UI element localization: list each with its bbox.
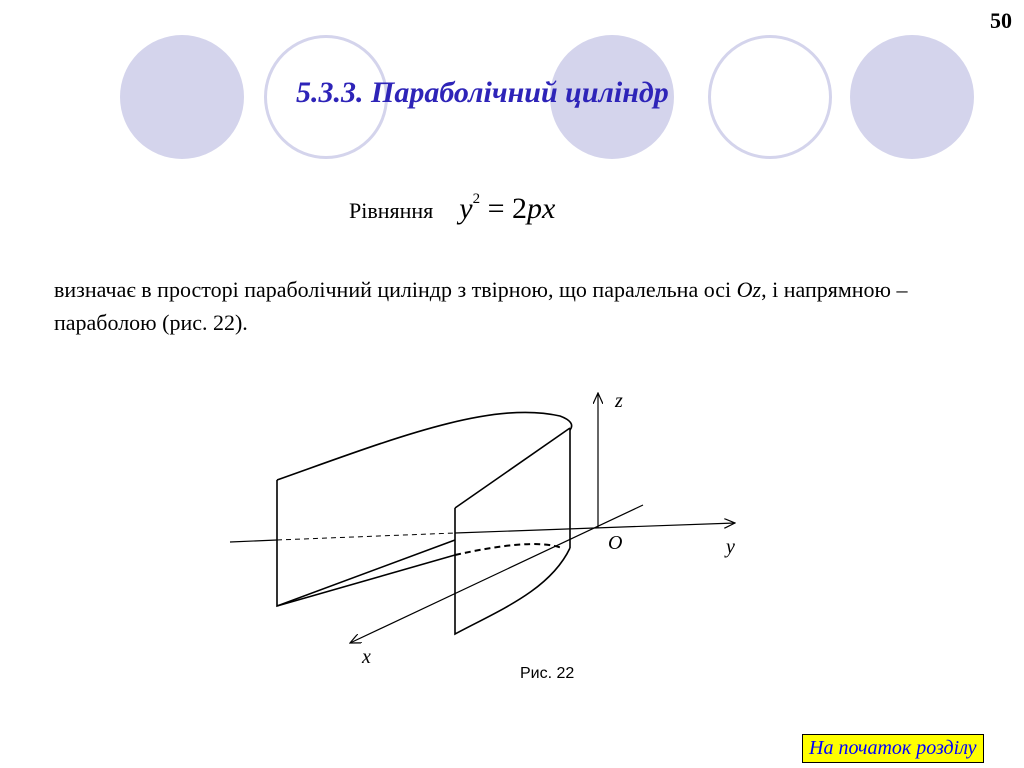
x-axis bbox=[350, 505, 643, 643]
slide-title: 5.3.3. Параболічний циліндр bbox=[296, 76, 669, 109]
circle-4 bbox=[708, 35, 832, 159]
equation-rhs-coef: 2 bbox=[512, 192, 528, 225]
cylinder-front-sheet bbox=[455, 508, 570, 634]
description-axis: Oz bbox=[736, 277, 762, 302]
equation-lhs-exponent: 2 bbox=[472, 191, 481, 207]
equation-rhs-vars: px bbox=[527, 192, 556, 225]
parabolic-cylinder-figure bbox=[0, 370, 1024, 670]
cylinder-front-top bbox=[455, 428, 570, 508]
axis-label-y: y bbox=[726, 536, 735, 558]
back-to-section-start-button[interactable]: На початок розділу bbox=[802, 734, 984, 763]
y-axis-hidden bbox=[277, 533, 455, 540]
equation-equals: = bbox=[487, 192, 505, 225]
axis-label-x: x bbox=[362, 646, 371, 668]
description-paragraph bbox=[54, 273, 994, 339]
figure-caption: Рис. 22 bbox=[520, 665, 575, 682]
circle-5 bbox=[850, 35, 974, 159]
base-parabola-dashed bbox=[455, 544, 562, 555]
equation-label: Рівняння bbox=[349, 198, 434, 223]
cylinder-top-edge bbox=[277, 412, 572, 480]
y-axis-visible-left bbox=[230, 540, 277, 542]
equation bbox=[459, 192, 555, 226]
axis-label-o: O bbox=[608, 532, 623, 554]
equation-lhs-var: y bbox=[459, 192, 473, 225]
cylinder-back-sheet bbox=[277, 480, 455, 606]
description-text-before: визначає в просторі параболічний циліндр з твірною, що паралельна осі bbox=[54, 277, 737, 302]
description-text-after: , і напрямною – параболою (рис. 22). bbox=[54, 277, 908, 335]
slide-number: 50 bbox=[990, 8, 1012, 33]
axis-label-z: z bbox=[615, 390, 623, 412]
base-parabola-solid bbox=[277, 555, 455, 606]
circle-1 bbox=[120, 35, 244, 159]
equation-row bbox=[349, 192, 555, 226]
